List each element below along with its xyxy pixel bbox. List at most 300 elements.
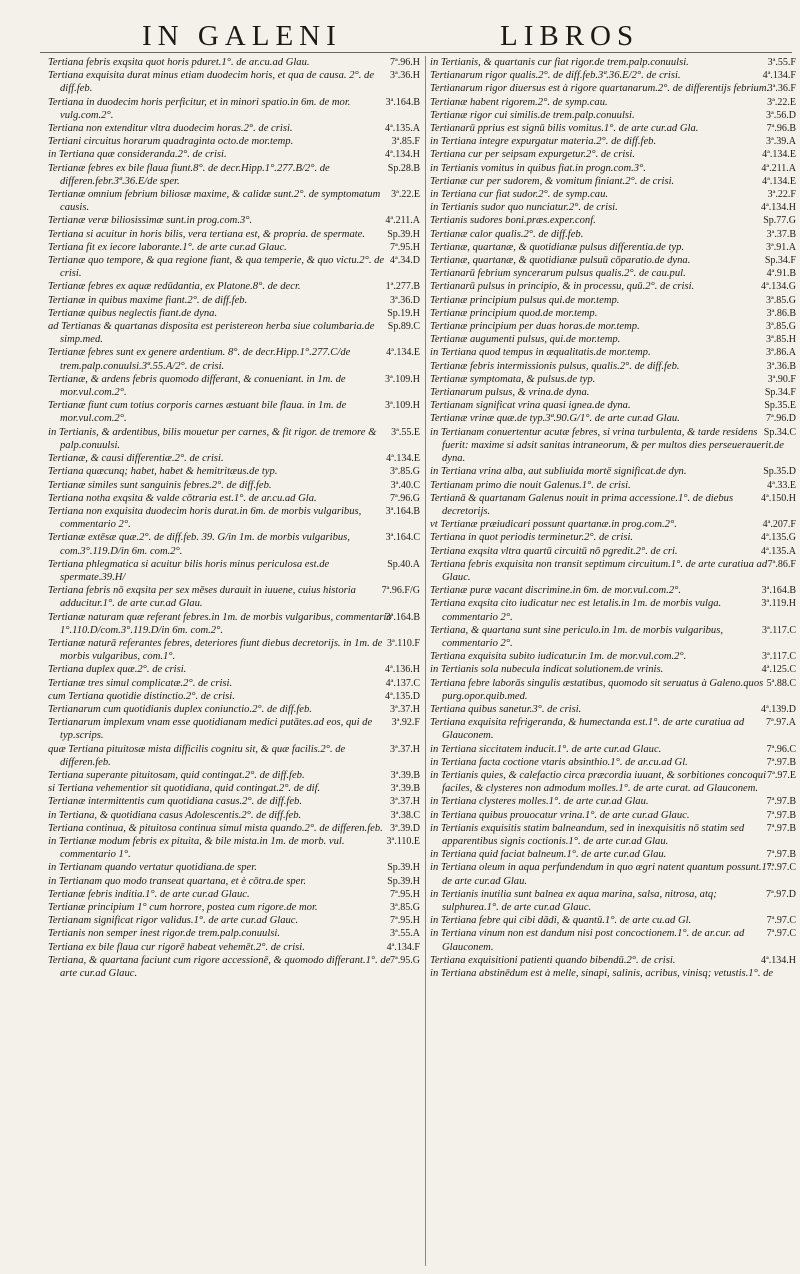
index-entry [48, 373, 420, 399]
index-entry [430, 518, 796, 531]
index-entry-text: Tertianæ principium 1° cum horrore, postea cum rigore.de mor. [48, 902, 318, 913]
index-entry-text: Tertiana, & quartana faciunt cum rigore accessionē, & quomodo differant.1°. de arte cur.ad Glauc. [48, 954, 391, 980]
index-entry [48, 809, 420, 822]
index-entry-text: Tertiana exqsita cito iudicatur nec est letalis.in 1m. de morbis vulga. commentario 2°. [430, 598, 722, 623]
index-entry-text: in Tertianam quando vertatur quotidiana.de sper. [48, 862, 257, 874]
index-entry [48, 690, 420, 703]
index-entry-reference: 3ª.39.B [390, 783, 420, 795]
index-entry-text: in Tertianis vomitus in quibus fiat.in progn.com.3°. [430, 162, 646, 174]
index-entry-text: Tertiani circuitus horarum quadraginta octo.de mor.temp. [48, 136, 294, 148]
index-entry-text: in Tertianis inutilia sunt balnea ex aqua marina, salsa, nitrosa, atq; sulphurea.1°. de arte cur.ad Glauc. [430, 888, 717, 913]
index-entry-text: in Tertiana integre expurgatur materia.2°. de diff.feb. [430, 136, 657, 148]
index-entry-text: Tertiana ex bile flaua cur rigorē habeat vehemēt.2°. de crisi. [48, 941, 305, 953]
index-entry-text: in Tertiana siccitatem inducit.1°. de arte cur.ad Glauc. [430, 743, 662, 755]
index-entry-reference: 4ª.134.F [762, 70, 796, 82]
index-entry-reference: 3ª.85.G [766, 321, 796, 333]
index-entry [48, 531, 420, 557]
index-entry [430, 56, 796, 69]
index-entry-reference: 7ª.96.H [390, 57, 420, 68]
index-entry-text: Tertiana in duodecim horis perficitur, et in minori spatio.in 6m. de mor. vulg.com.2°. [48, 96, 351, 121]
index-entry-reference: 3ª.39.B [390, 769, 420, 781]
index-entry-reference: 3ª.110.F [387, 637, 420, 649]
index-entry [430, 82, 796, 95]
index-entry-reference: Sp.35.D [763, 466, 796, 478]
index-entry [48, 426, 420, 452]
index-entry-text: Tertianæ principium per duas horas.de mor.temp. [430, 321, 640, 333]
index-entry [430, 333, 796, 346]
index-entry [48, 69, 420, 95]
index-entry [430, 175, 796, 188]
index-entry-reference: 3ª.85.G [390, 902, 420, 913]
index-entry-text: Tertiana in quot periodis terminetur.2°. de crisi. [430, 532, 634, 544]
index-entry-reference: 7ª.97.B [766, 796, 796, 808]
index-entry-text: Tertianarū pprius est signū bilis vomitus.1°. de arte cur.ad Gla. [430, 123, 699, 135]
index-entry [48, 861, 420, 874]
index-entry [48, 835, 420, 861]
index-entry-text: Tertianæ febris intermissionis pulsus, qualis.2°. de diff.feb. [430, 360, 680, 372]
index-entry-text: Tertianæ habent rigorem.2°. de symp.cau. [430, 96, 608, 108]
index-entry-reference: 4ª.134.G [761, 281, 796, 293]
index-entry [430, 320, 796, 333]
index-entry-reference: 3ª.110.E [386, 835, 420, 847]
index-entry-text: Tertianæ veræ biliosissimæ sunt.in prog.com.3°. [48, 215, 253, 227]
index-entry-reference: 3ª.36.D [390, 294, 420, 306]
index-entry-reference: 4ª.135.D [385, 690, 420, 702]
index-entry [430, 412, 796, 425]
index-entry-text: Tertianæ vrinæ quæ.de typ.3ª.90.G/1°. de arte cur.ad Glau. [430, 413, 680, 425]
index-entry [48, 228, 420, 241]
index-entry-reference: 4ª.125.C [761, 664, 796, 676]
index-entry [48, 307, 420, 320]
index-entry-reference: 3ª.164.B [761, 585, 796, 597]
index-entry-reference: 7ª.95.H [390, 241, 420, 253]
index-entry [48, 56, 420, 69]
index-entry [430, 109, 796, 122]
index-entry-text: in Tertiana quibus prouocatur vrina.1°. de arte cur.ad Glauc. [430, 809, 690, 821]
index-entry-text: Tertianæ febris inditia.1°. de arte cur.ad Glauc. [48, 888, 250, 900]
index-entry [48, 941, 420, 954]
index-entry-reference: 7ª.97.A [766, 717, 796, 729]
index-entry-reference: 3ª.164.C [385, 532, 420, 544]
index-entry-reference: 7ª.97.B [766, 849, 796, 861]
index-entry [430, 188, 796, 201]
index-entry-text: Tertiana quæcunq; habet, habet & hemitritæus.de typ. [48, 466, 278, 478]
index-entry [430, 386, 796, 399]
index-entry [48, 346, 420, 372]
index-entry-reference: 7ª.97.B [766, 809, 796, 821]
index-entry-text: in Tertiana clysteres molles.1°. de arte cur.ad Glau. [430, 796, 649, 808]
index-entry-reference: 7ª.97.C [766, 915, 796, 927]
index-entry-text: in Tertiana vinum non est dandum nisi post concoctionem.1°. de ar.cur. ad Glauconem. [430, 928, 745, 953]
index-entry-text: Tertianam significat rigor validus.1°. de arte cur.ad Glauc. [48, 915, 299, 927]
index-entry-text: in Tertiana febre qui cibi dādi, & quantū.1°. de arte cu.ad Gl. [430, 915, 692, 927]
index-entry-reference: Sp.39.H [387, 862, 420, 874]
index-entry-reference: 3ª.164.B [385, 505, 420, 517]
index-entry [430, 597, 796, 623]
index-entry-reference: 4ª.207.F [762, 519, 796, 531]
index-entry-text: Tertianæ calor qualis.2°. de diff.feb. [430, 228, 584, 240]
index-entry-text: si Tertiana vehementior sit quotidiana, quid contingat.2°. de dif. [48, 783, 321, 795]
index-entry-text: cum Tertiana quotidie distinctio.2°. de crisi. [48, 690, 235, 702]
index-entry-reference: 4ª.134.H [761, 202, 796, 214]
index-entry-reference: 7ª.96.G [390, 492, 420, 504]
index-entry-reference: 3ª.37.B [766, 228, 796, 240]
index-entry-text: in Tertiana abstinēdum est à melle, sinapi, salinis, acribus, vinisq; vetustis.1°. de [430, 968, 774, 980]
index-entry [430, 822, 796, 848]
index-entry-reference: 3ª.86.B [766, 307, 796, 319]
index-entry [48, 637, 420, 663]
index-entry [48, 241, 420, 254]
index-entry-reference: 3ª.55.F [767, 57, 796, 68]
index-entry-reference: 3ª.117.C [761, 624, 796, 636]
index-entry-text: vt Tertianæ præiudicari possunt quartanæ.in prog.com.2°. [430, 519, 677, 531]
index-entry [48, 465, 420, 478]
index-entry [430, 624, 796, 650]
index-entry-reference: Sp.35.E [764, 400, 796, 412]
index-entry [430, 360, 796, 373]
index-entry [430, 848, 796, 861]
index-entry [48, 795, 420, 808]
index-entry-reference: 7ª.97.C [766, 862, 796, 874]
index-entry-reference: 3ª.109.H [385, 400, 420, 412]
index-entry-reference: 4ª.150.H [761, 492, 796, 504]
index-entry-reference: 4ª.135.A [761, 545, 796, 557]
index-entry-text: Tertiana, & quartana sunt sine periculo.in 1m. de morbis vulgaribus, commentario 2°. [430, 624, 724, 649]
index-entry-reference: 7ª.86.F [767, 558, 796, 570]
index-entry [48, 901, 420, 914]
index-entry-reference: 4ª.134.H [761, 954, 796, 966]
index-entry [430, 531, 796, 544]
index-entry-reference: 4ª.134.E [762, 149, 796, 161]
index-entry-text: Tertiana continua, & pituitosa continua simul mista quando.2°. de differen.feb. [48, 822, 383, 834]
index-entry-text: Tertianā & quartanam Galenus nouit in prima accessione.1°. de diebus decretorijs. [430, 492, 734, 517]
index-entry [430, 214, 796, 227]
header-rule [40, 52, 792, 53]
index-entry-reference: 7ª.96.D [766, 413, 796, 425]
index-entry-text: Tertiana febris nō exqsita per sex mēses durauit in iuuene, cuius historia adducitur.1°. de arte cur.ad Glau. [48, 585, 356, 610]
index-entry-reference: 3ª.22.E [391, 189, 420, 201]
index-entry-text: Tertianæ in quibus maxime fiant.2°. de diff.feb. [48, 294, 248, 306]
index-entry-text: Tertianæ cur per sudorem, & vomitum finiant.2°. de crisi. [430, 175, 675, 187]
index-entry-reference: Sp.39.H [387, 228, 420, 240]
index-entry [430, 307, 796, 320]
index-entry-reference: 3ª.36.B [766, 360, 796, 372]
index-entry-reference: 4ª.91.B [766, 268, 796, 280]
index-entry-reference: 3ª.85.F [391, 136, 420, 148]
index-entry-text: in Tertiana cur fiat sudor.2°. de symp.cau. [430, 189, 609, 201]
index-entry-text: in Tertianis, & quartanis cur fiat rigor.de trem.palp.conuulsi. [430, 57, 689, 68]
index-entry-text: in Tertiana quid faciat balneum.1°. de arte cur.ad Glau. [430, 849, 667, 861]
index-entry [430, 479, 796, 492]
index-entry-text: Tertianis sudores boni.præs.exper.conf. [430, 215, 596, 227]
index-entry-text: in Tertianis sola nubecula indicat solutionem.de vrinis. [430, 664, 664, 676]
index-entry-reference: 4ª.136.H [385, 664, 420, 676]
index-entry [48, 162, 420, 188]
index-entry-text: Tertiana exquisita durat minus etiam duodecim horis, et qua de causa. 2°. de diff.feb. [48, 70, 375, 95]
index-entry [48, 135, 420, 148]
index-entry-reference: Sp.40.A [387, 558, 420, 570]
index-entry [48, 320, 420, 346]
index-entry [48, 214, 420, 227]
index-entry-text: Tertianarum rigor diuersus est à rigore quartanarum.2°. de differentijs febrium. [430, 83, 770, 95]
index-entry-reference: 7ª.97.D [766, 888, 796, 900]
index-entry-reference: 3ª.38.C [390, 809, 420, 821]
index-entry-text: Tertiana notha exqsita & valde cōtraria est.1°. de ar.cu.ad Gla. [48, 492, 317, 504]
index-entry [48, 677, 420, 690]
index-entry [48, 914, 420, 927]
index-entry-reference: 3ª.40.C [390, 479, 420, 491]
index-entry-text: Tertianæ similes sunt sanguinis febres.2°. de diff.feb. [48, 479, 272, 491]
index-entry [430, 148, 796, 161]
index-entry-text: in Tertianam quo modo transeat quartana, et è cōtra.de sper. [48, 875, 306, 887]
index-entry-reference: 7ª.96.F/G [381, 585, 420, 597]
index-entry-reference: 4ª.33.E [767, 479, 796, 491]
index-entry-reference: Sp.89.C [387, 321, 420, 333]
index-entry-text: Tertianarum pulsus, & vrina.de dyna. [430, 387, 590, 399]
index-column-right [425, 56, 796, 1266]
index-entry-text: in Tertianæ modum febris ex pituita, & bile mista.in 1m. de morb. vul. commentario 1°. [48, 835, 345, 861]
index-entry-text: Tertianæ, & causi differentiæ.2°. de crisi. [48, 453, 224, 465]
index-entry-text: Tertianarū febrium syncerarum pulsus qualis.2°. de cau.pul. [430, 268, 686, 280]
index-entry-reference: 5ª.88.C [766, 677, 796, 689]
index-entry-reference: 3ª.39.A [766, 136, 796, 148]
index-entry [430, 267, 796, 280]
index-entry-text: Tertianæ principium pulsus qui.de mor.temp. [430, 294, 620, 306]
index-entry-reference: 3ª.119.H [761, 598, 796, 610]
index-entry-reference: 4ª.211.A [385, 215, 420, 227]
index-entry-text: Tertianæ puræ vacant discrimine.in 6m. de mor.vul.com.2°. [430, 585, 682, 597]
index-entry-reference: 4ª.34.D [390, 255, 420, 267]
index-entry-text: Tertianæ naturā referantes febres, deteriores fiunt diebus decretorijs. in 1m. de morbis vulgaribus, com.1°. [48, 637, 383, 663]
index-entry-reference: 3ª.164.B [385, 96, 420, 108]
index-entry [430, 663, 796, 676]
index-entry-text: Tertiana duplex quæ.2°. de crisi. [48, 664, 187, 676]
index-entry [430, 69, 796, 82]
index-entry [430, 201, 796, 214]
index-entry-text: Tertiana non extenditur vltra duodecim horas.2°. de crisi. [48, 123, 293, 135]
index-entry-text: in Tertianis quies, & calefactio circa præcordia iuuant, & sorbitiones concoqui faciles, & clysteres non admodum molles.1°. de arte curat. ad Glauconem. [430, 769, 767, 795]
index-entry-text: Tertianæ quo tempore, & qua regione fiant, & qua temperie, & quo victu.2°. de crisi. [48, 255, 385, 280]
index-entry [430, 280, 796, 293]
index-entry [48, 782, 420, 795]
index-entry-reference: 3ª.86.A [766, 347, 796, 359]
index-entry-reference: 4ª.134.H [385, 149, 420, 161]
index-entry-reference: 4ª.134.E [386, 347, 420, 359]
index-entry [48, 96, 420, 122]
index-entry [430, 756, 796, 769]
index-entry-text: Tertiana exquisitioni patienti quando bibendū.2°. de crisi. [430, 954, 676, 966]
index-entry [430, 558, 796, 584]
index-entry-text: Tertianam significat vrina quasi ignea.de dyna. [430, 400, 631, 412]
index-entry-text: Tertianæ, & ardens febris quomodo differant, & conueniant. in 1m. de mor.vul.com.2°. [48, 373, 346, 399]
index-entry-text: Tertianam primo die nouit Galenus.1°. de crisi. [430, 479, 631, 491]
index-entry [430, 584, 796, 597]
index-entry [48, 716, 420, 742]
index-entry [430, 703, 796, 716]
index-entry-text: Tertianæ symptomata, & pulsus.de typ. [430, 373, 596, 385]
index-entry-reference: Sp.39.H [387, 875, 420, 887]
index-entry-text: Tertiana febris exqsita quot horis pduret.1°. de ar.cu.ad Glau. [48, 57, 310, 68]
index-entry-reference: Sp.77.G [763, 215, 796, 227]
index-entry-text: Tertianarum cum quotidianis duplex coniunctio.2°. de diff.feb. [48, 703, 312, 715]
index-entry [48, 822, 420, 835]
index-entry [430, 809, 796, 822]
index-entry-reference: 3ª.36.F [767, 83, 796, 95]
index-entry-text: Tertianis non semper inest rigor.de trem.palp.conuulsi. [48, 928, 280, 940]
index-entry-text: Tertianæ omnium febrium biliosæ maxime, & calidæ sunt.2°. de symptomatum causis. [48, 189, 381, 214]
index-entry-text: in Tertiana facta coctione vtaris absinthio.1°. de ar.cu.ad Gl. [430, 756, 688, 768]
index-entry [430, 96, 796, 109]
index-entry-text: Tertianæ naturam quæ referant febres.in 1m. de morbis vulgaribus, commentario 1°.110.D/com.3°.119.D/in 6m. com.2°. [48, 611, 392, 636]
index-entry-reference: 4ª.134.F [386, 941, 420, 953]
index-entry-reference: 3ª.22.F [767, 189, 796, 201]
index-entry-text: Tertiana cur per seipsam expurgetur.2°. de crisi. [430, 149, 636, 161]
index-entry [48, 188, 420, 214]
index-entry [430, 650, 796, 663]
index-entry-reference: 7ª.95.G [390, 954, 420, 966]
index-entry [430, 492, 796, 518]
index-entry [430, 545, 796, 558]
index-entry-reference: 7ª.96.B [766, 123, 796, 135]
index-entry [430, 122, 796, 135]
index-entry [48, 743, 420, 769]
index-entry-text: Tertiana exquisita subito iudicatur.in 1m. de mor.vul.com.2°. [430, 651, 687, 663]
index-entry-text: Tertianæ febres sunt ex genere ardentium. 8°. de decr.Hipp.1°.277.C/de trem.palp.conuulsi.3ª.55.A/2°. de crisi. [48, 347, 351, 372]
index-entry-reference: 3ª.92.F [391, 717, 420, 729]
index-entry-text: in Tertiana oleum in aqua perfundendum in quo ægri natent quantum possunt.1°. de arte cur.ad Glau. [430, 862, 774, 887]
index-entry [430, 346, 796, 359]
index-entry-reference: 4ª.134.E [762, 175, 796, 187]
index-entry [48, 280, 420, 293]
index-entry-text: Tertianæ, quartanæ, & quotidianæ pulsus differentia.de typ. [430, 241, 685, 253]
index-entry-reference: 1ª.277.B [385, 281, 420, 293]
index-entry-text: Tertianarum implexum vnam esse quotidianam medici putātes.ad eos, qui de typ.scrips. [48, 717, 373, 742]
index-entry-text: in Tertiana vrina alba, aut subliuida mortē significat.de dyn. [430, 466, 687, 478]
index-entry-text: Tertiana quibus sanetur.3°. de crisi. [430, 703, 582, 715]
index-entry-reference: Sp.28.B [387, 162, 420, 174]
index-column-left [48, 56, 420, 1266]
index-entry-reference: 4ª.135.A [385, 123, 420, 135]
index-entry [430, 967, 796, 980]
index-entry-text: Tertianarum rigor qualis.2°. de diff.feb.3ª.36.E/2°. de crisi. [430, 70, 681, 82]
index-entry [430, 954, 796, 967]
index-entry-text: Tertiana exqsita vltra quartū circuitū nō pgredit.2°. de cri. [430, 545, 678, 557]
index-entry [48, 875, 420, 888]
index-entry [48, 254, 420, 280]
index-entry-text: Tertianæ febres ex aquæ redūdantia, ex Platone.8°. de decr. [48, 281, 301, 293]
index-entry-text: ad Tertianas & quartanas disposita est peristereon herba siue columbaria.de simp.med. [48, 321, 375, 346]
index-entry-reference: 3ª.109.H [385, 373, 420, 385]
index-entry-reference: 3ª.37.H [390, 743, 420, 755]
index-entry-reference: 3ª.37.H [390, 796, 420, 808]
index-entry [48, 505, 420, 531]
index-entry-text: Tertianæ quibus neglectis fiant.de dyna. [48, 307, 218, 319]
index-entry [430, 677, 796, 703]
index-entry [430, 162, 796, 175]
index-entry-text: Tertianæ fiunt cum totius corporis carnes æstuant bile flaua. in 1m. de mor.vul.com.2°. [48, 400, 347, 425]
index-entry [48, 769, 420, 782]
index-entry-text: in Tertianis, & ardentibus, bilis mouetur per carnes, & fit rigor. de tremore & palp.conuulsi. [48, 426, 377, 451]
index-entry-text: in Tertianis exquisitis statim balneandum, sed in inexquisitis nō statim sed apparentibus signis coctionis.1°. de arte cur.ad Glau. [430, 822, 745, 847]
running-header [0, 8, 800, 54]
index-entry [430, 241, 796, 254]
index-entry-text: Tertiana si acuitur in horis bilis, vera tertiana est, & propria. de spermate. [48, 228, 366, 240]
index-entry [430, 861, 796, 887]
index-entry-reference: 7ª.97.C [766, 928, 796, 940]
index-entry-reference: Sp.19.H [387, 307, 420, 319]
index-entry [430, 927, 796, 953]
index-entry [48, 294, 420, 307]
index-entry-text: Tertianæ febres ex bile flaua fiunt.8°. de decr.Hipp.1°.277.B/2°. de differen.febr.3ª.36.E/de sper. [48, 162, 330, 187]
index-entry-reference: 3ª.85.G [390, 466, 420, 478]
index-entry [430, 716, 796, 742]
index-entry [48, 888, 420, 901]
index-entry-reference: 7ª.97.E [767, 769, 796, 781]
index-entry-reference: 7ª.97.B [766, 756, 796, 768]
index-entry [430, 769, 796, 795]
index-entry-text: quæ Tertiana pituitosæ mista difficilis cognitu sit, & quæ facilis.2°. de differen.feb. [48, 743, 346, 768]
index-entry [48, 492, 420, 505]
index-entry-reference: 7ª.95.H [390, 888, 420, 900]
index-entry-reference: Sp.34.F [764, 387, 796, 399]
index-entry [430, 135, 796, 148]
index-entry [48, 122, 420, 135]
index-entry [430, 795, 796, 808]
index-entry-text: Tertianæ tres simul complicatæ.2°. de crisi. [48, 677, 233, 689]
index-entry [430, 888, 796, 914]
index-entry [430, 399, 796, 412]
index-entry-text: Tertianæ augumenti pulsus, qui.de mor.temp. [430, 334, 621, 346]
index-entry-reference: 3ª.39.D [390, 822, 420, 834]
index-entry [430, 294, 796, 307]
index-entry-text: Tertiana phlegmatica si acuitur bilis horis minus periculosa est.de spermate.39.H/ [48, 558, 330, 583]
index-entry-reference: 4ª.137.C [385, 677, 420, 689]
index-entry-reference: 3ª.55.A [390, 928, 420, 940]
index-entry [430, 254, 796, 267]
index-entry-text: Tertiana superante pituitosam, quid contingat.2°. de diff.feb. [48, 769, 305, 781]
index-entry [48, 558, 420, 584]
index-entry [430, 373, 796, 386]
index-entry [48, 584, 420, 610]
index-entry [48, 479, 420, 492]
header-left-title: IN GALENI [142, 20, 342, 52]
index-entry-reference: 7ª.95.H [390, 915, 420, 927]
index-entry-text: Tertianæ principium quod.de mor.temp. [430, 307, 598, 319]
index-entry-reference: 4ª.134.E [386, 453, 420, 465]
index-entry-reference: 3ª.56.D [766, 109, 796, 121]
index-entry-reference: 3ª.164.B [385, 611, 420, 623]
index-entry-reference: 3ª.117.C [761, 651, 796, 663]
index-entry [48, 703, 420, 716]
index-entry-text: Tertiana non exquisita duodecim horis durat.in 6m. de morbis vulgaribus, commentario 2°. [48, 505, 362, 531]
index-entry-text: Tertianæ rigor cui similis.de trem.palp.conuulsi. [430, 109, 635, 121]
index-entry-reference: 3ª.37.H [390, 703, 420, 715]
index-entry-reference: 7ª.97.B [766, 822, 796, 834]
index-entry-text: Tertianarū pulsus in principio, & in processu, quū.2°. de crisi. [430, 281, 695, 293]
index-entry-reference: 3ª.91.A [766, 241, 796, 253]
index-entry [48, 452, 420, 465]
index-entry [430, 743, 796, 756]
index-entry-text: Tertianæ intermittentis cum quotidiana casus.2°. de diff.feb. [48, 796, 302, 808]
index-entry [48, 148, 420, 161]
index-entry-reference: Sp.34.C [763, 426, 796, 438]
index-entry-text: Tertiana exquisita refrigeranda, & humectanda est.1°. de arte curatiua ad Glauconem. [430, 717, 745, 742]
index-entry-reference: 3ª.85.G [766, 294, 796, 306]
header-right-title: LIBROS [500, 20, 640, 52]
index-entry [48, 954, 420, 980]
index-entry-reference: Sp.34.F [764, 255, 796, 267]
index-entry [48, 927, 420, 940]
